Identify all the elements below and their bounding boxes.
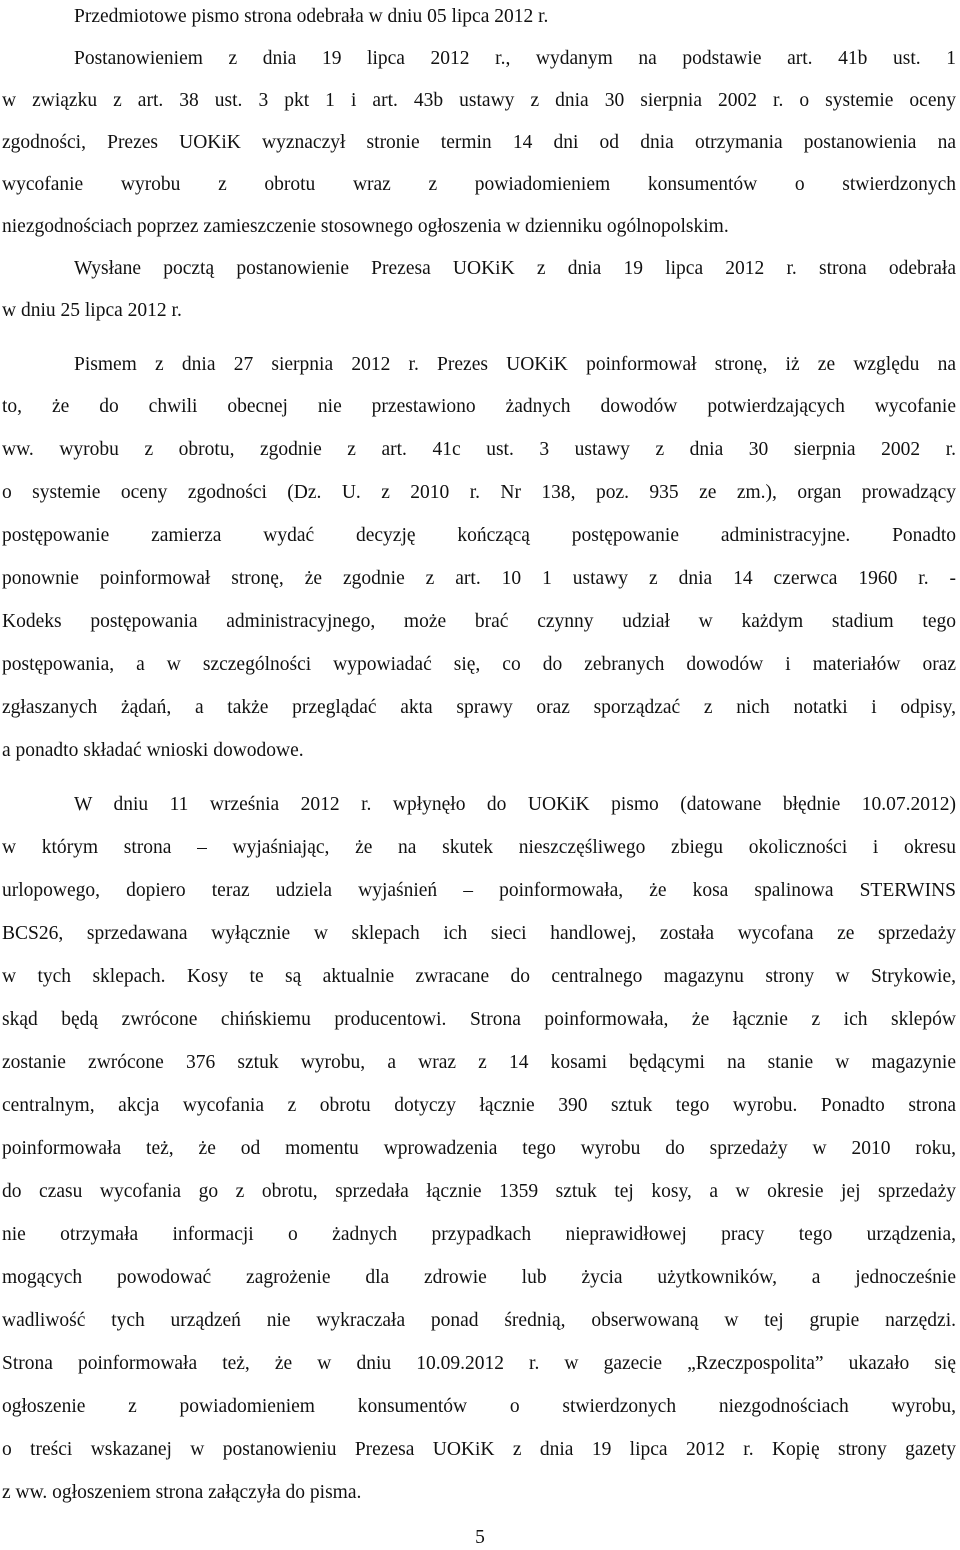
text-line: ww. wyrobu z obrotu, zgodnie z art. 41c ust. 3 ustawy z dnia 30 sierpnia 2002 r. <box>2 439 956 460</box>
text-line: zgłaszanych żądań, a także przeglądać akta sprawy oraz sporządzać z nich notatki i odpisy, <box>2 697 956 718</box>
text-line: niezgodnościach poprzez zamieszczenie stosownego ogłoszenia w dzienniku ogólnopolskim. <box>2 216 729 237</box>
text-line: do czasu wycofania go z obrotu, sprzedała łącznie 1359 sztuk tej kosy, a w okresie jej sprzedaży <box>2 1181 956 1202</box>
text-line: o treści wskazanej w postanowieniu Prezesa UOKiK z dnia 19 lipca 2012 r. Kopię strony gazety <box>2 1439 956 1460</box>
text-line: a ponadto składać wnioski dowodowe. <box>2 740 304 761</box>
text-line: urlopowego, dopiero teraz udziela wyjaśnień – poinformowała, że kosa spalinowa STERWINS <box>2 880 956 901</box>
text-line: w dniu 25 lipca 2012 r. <box>2 300 182 321</box>
text-line: ponownie poinformował stronę, że zgodnie z art. 10 1 ustawy z dnia 14 czerwca 1960 r. - <box>2 568 956 589</box>
text-line: ogłoszenie z powiadomieniem konsumentów o stwierdzonych niezgodnościach wyrobu, <box>2 1396 956 1417</box>
text-line: w którym strona – wyjaśniając, że na skutek nieszczęśliwego zbiegu okoliczności i okresu <box>2 837 956 858</box>
text-line: zostanie zwrócone 376 sztuk wyrobu, a wraz z 14 kosami będącymi na stanie w magazynie <box>2 1052 956 1073</box>
text-line: w tych sklepach. Kosy te są aktualnie zwracane do centralnego magazynu strony w Strykowie, <box>2 966 956 987</box>
text-line: Pismem z dnia 27 sierpnia 2012 r. Prezes UOKiK poinformował stronę, iż ze względu na <box>74 354 956 375</box>
text-line: mogących powodować zagrożenie dla zdrowie lub życia użytkowników, a jednocześnie <box>2 1267 956 1288</box>
text-line: o systemie oceny zgodności (Dz. U. z 2010 r. Nr 138, poz. 935 ze zm.), organ prowadzący <box>2 482 956 503</box>
text-line: Wysłane pocztą postanowienie Prezesa UOKiK z dnia 19 lipca 2012 r. strona odebrała <box>74 258 956 279</box>
text-line: Kodeks postępowania administracyjnego, może brać czynny udział w każdym stadium tego <box>2 611 956 632</box>
text-line: W dniu 11 września 2012 r. wpłynęło do UOKiK pismo (datowane błędnie 10.07.2012) <box>74 794 956 815</box>
text-line: centralnym, akcja wycofania z obrotu dotyczy łącznie 390 sztuk tego wyrobu. Ponadto strona <box>2 1095 956 1116</box>
text-line: Postanowieniem z dnia 19 lipca 2012 r., wydanym na podstawie art. 41b ust. 1 <box>74 48 956 69</box>
text-line: postępowanie zamierza wydać decyzję kończącą postępowanie administracyjne. Ponadto <box>2 525 956 546</box>
text-line: poinformowała też, że od momentu wprowadzenia tego wyrobu do sprzedaży w 2010 roku, <box>2 1138 956 1159</box>
text-line: w związku z art. 38 ust. 3 pkt 1 i art. 43b ustawy z dnia 30 sierpnia 2002 r. o systemie oceny <box>2 90 956 111</box>
text-line: Strona poinformowała też, że w dniu 10.09.2012 r. w gazecie „Rzeczpospolita” ukazało się <box>2 1353 956 1374</box>
text-line: wadliwość tych urządzeń nie wykraczała ponad średnią, obserwowaną w tej grupie narzędzi. <box>2 1310 956 1331</box>
text-line: postępowania, a w szczególności wypowiadać się, co do zebranych dowodów i materiałów oraz <box>2 654 956 675</box>
text-line: Przedmiotowe pismo strona odebrała w dniu 05 lipca 2012 r. <box>74 6 549 27</box>
text-line: zgodności, Prezes UOKiK wyznaczył stronie termin 14 dni od dnia otrzymania postanowienia na <box>2 132 956 153</box>
text-line: to, że do chwili obecnej nie przestawiono żadnych dowodów potwierdzających wycofanie <box>2 396 956 417</box>
text-line: skąd będą zwrócone chińskiemu producentowi. Strona poinformowała, że łącznie z ich sklepów <box>2 1009 956 1030</box>
text-line: nie otrzymała informacji o żadnych przypadkach nieprawidłowej pracy tego urządzenia, <box>2 1224 956 1245</box>
text-line: BCS26, sprzedawana wyłącznie w sklepach ich sieci handlowej, została wycofana ze sprzedaży <box>2 923 956 944</box>
text-line: wycofanie wyrobu z obrotu wraz z powiadomieniem konsumentów o stwierdzonych <box>2 174 956 195</box>
text-line: z ww. ogłoszeniem strona załączyła do pisma. <box>2 1482 362 1503</box>
page-number: 5 <box>475 1527 485 1548</box>
